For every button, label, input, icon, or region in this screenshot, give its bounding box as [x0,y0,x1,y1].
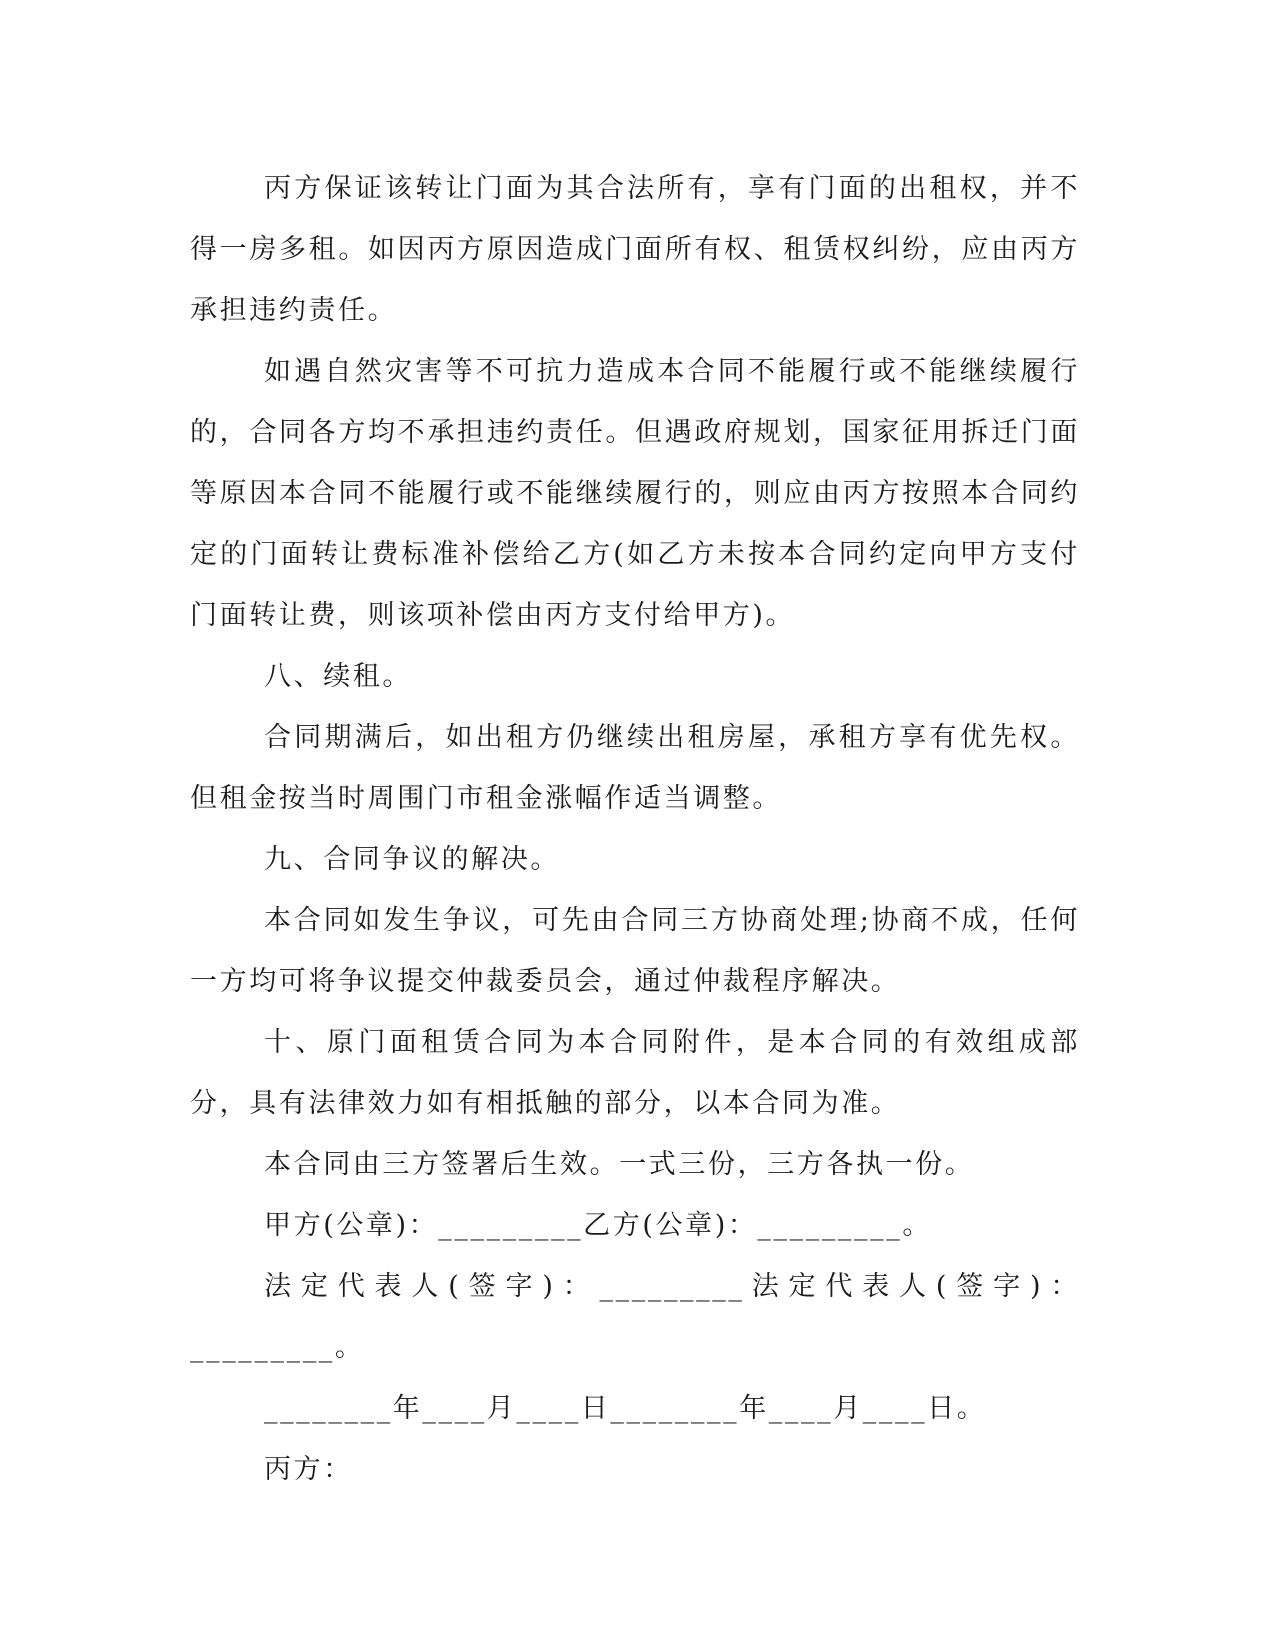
signature-line-party-c: 丙方： [264,1454,353,1485]
document-body [190,158,1080,1500]
paragraph-renewal: 合同期满后，如出租方仍继续出租房屋，承租方享有优先权。但租金按当时周围门市租金涨幅作适当调整。 [190,722,1080,814]
heading-dispute-resolution: 九、合同争议的解决。 [264,844,560,875]
signature-line-seals: 甲方(公章)：_________乙方(公章)：_________。 [264,1210,932,1241]
paragraph-attachment: 十、原门面租赁合同为本合同附件，是本合同的有效组成部分，具有法律效力如有相抵触的部分，以本合同为准。 [190,1027,1080,1119]
signature-line-representatives: 法定代表人(签字)：_________法定代表人(签字)：_________。 [190,1271,1080,1363]
heading-renewal: 八、续租。 [264,661,412,692]
paragraph-effectiveness: 本合同由三方签署后生效。一式三份，三方各执一份。 [264,1149,975,1180]
paragraph-dispute-resolution: 本合同如发生争议，可先由合同三方协商处理;协商不成，任何一方均可将争议提交仲裁委员会，通过仲裁程序解决。 [190,905,1080,997]
signature-line-dates: ________年____月____日________年____月____日。 [264,1393,987,1424]
paragraph-landlord-guarantee: 丙方保证该转让门面为其合法所有，享有门面的出租权，并不得一房多租。如因丙方原因造成门面所有权、租赁权纠纷，应由丙方承担违约责任。 [190,173,1080,326]
paragraph-force-majeure: 如遇自然灾害等不可抗力造成本合同不能履行或不能继续履行的，合同各方均不承担违约责任。但遇政府规划，国家征用拆迁门面等原因本合同不能履行或不能继续履行的，则应由丙方按照本合同约定的门面转让费标准补偿给乙方(如乙方未按本合同约定向甲方支付门面转让费，则该项补偿由丙方支付给甲方)。 [190,356,1080,631]
